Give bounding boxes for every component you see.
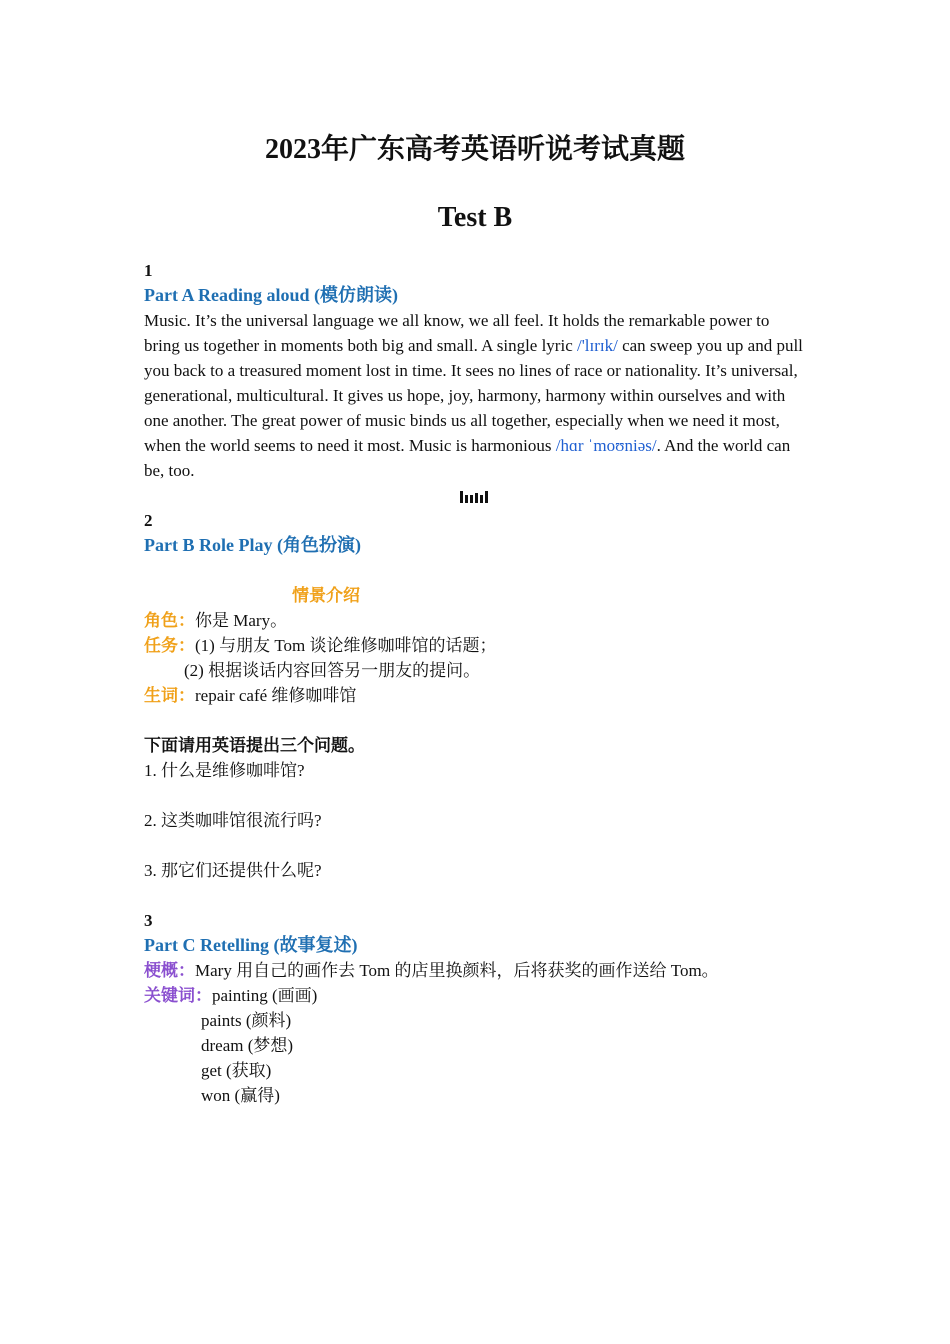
vocab-label: 生词：	[144, 686, 195, 705]
summary-value: Mary 用自己的画作去 Tom 的店里换颜料，后将获奖的画作送给 Tom。	[195, 961, 719, 980]
scene-intro-title: 情景介绍	[292, 586, 360, 605]
keywords-line	[144, 983, 804, 1008]
task-line	[144, 633, 804, 658]
role-value: 你是 Mary。	[195, 611, 288, 630]
keyword-item: get (获取)	[201, 1061, 272, 1080]
question-item: 3. 那它们还提供什么呢?	[144, 861, 322, 880]
section-number-2: 2	[144, 511, 153, 530]
keyword-item: dream (梦想)	[201, 1036, 294, 1055]
vocab-line	[144, 683, 804, 708]
role-line	[144, 608, 804, 633]
passage-text-1: Music. It’s the universal language we all know, we all feel. It holds the remarkable power to bring us together in moments both big and small. A single lyric	[144, 311, 770, 355]
section-number-3: 3	[144, 911, 153, 930]
part-c-heading: Part C Retelling (故事复述)	[144, 935, 358, 955]
keywords-label: 关键词：	[144, 986, 212, 1005]
page-title: 2023年广东高考英语听说考试真题	[264, 134, 685, 165]
audio-row	[144, 483, 804, 508]
summary-label: 梗概：	[144, 961, 195, 980]
phonetic-lyric: /'lɪrɪk/	[577, 336, 618, 355]
task-label: 任务：	[144, 636, 195, 655]
question-item: 1. 什么是维修咖啡馆?	[144, 761, 305, 780]
part-b-heading: Part B Role Play (角色扮演)	[144, 535, 361, 555]
section-number-1: 1	[144, 261, 153, 280]
summary-line	[144, 958, 804, 983]
question-item: 2. 这类咖啡馆很流行吗?	[144, 811, 322, 830]
task-1: (1) 与朋友 Tom 谈论维修咖啡馆的话题；	[195, 636, 497, 655]
task-2: (2) 根据谈话内容回答另一朋友的提问。	[184, 661, 481, 680]
keyword-item: painting (画画)	[212, 986, 318, 1005]
questions-heading: 下面请用英语提出三个问题。	[144, 736, 365, 755]
phonetic-harmonious: /hɑr ˈmoʊniəs/	[555, 436, 657, 455]
vocab-value: repair café 维修咖啡馆	[195, 686, 357, 705]
reading-passage	[144, 308, 804, 483]
passage-text-2: can sweep you up and pull you back to a treasured moment lost in time. It sees no lines of race or nationality. It’s universal, generational, multicultural. It gives us hope, joy, harmony, harmony within ourselves and with one another. The great power of music binds us all together, especially when we need it most, when the world seems to need it most. Music is harmonious	[144, 336, 803, 455]
keyword-item: paints (颜料)	[201, 1011, 292, 1030]
audio-waveform-icon[interactable]	[460, 491, 488, 503]
passage-text-3: . And the world can be, too.	[144, 436, 791, 480]
test-title: Test B	[437, 202, 513, 233]
keyword-item: won (赢得)	[201, 1086, 280, 1105]
document-body	[144, 258, 804, 1108]
role-label: 角色：	[144, 611, 195, 630]
part-a-heading: Part A Reading aloud (模仿朗读)	[144, 285, 399, 305]
